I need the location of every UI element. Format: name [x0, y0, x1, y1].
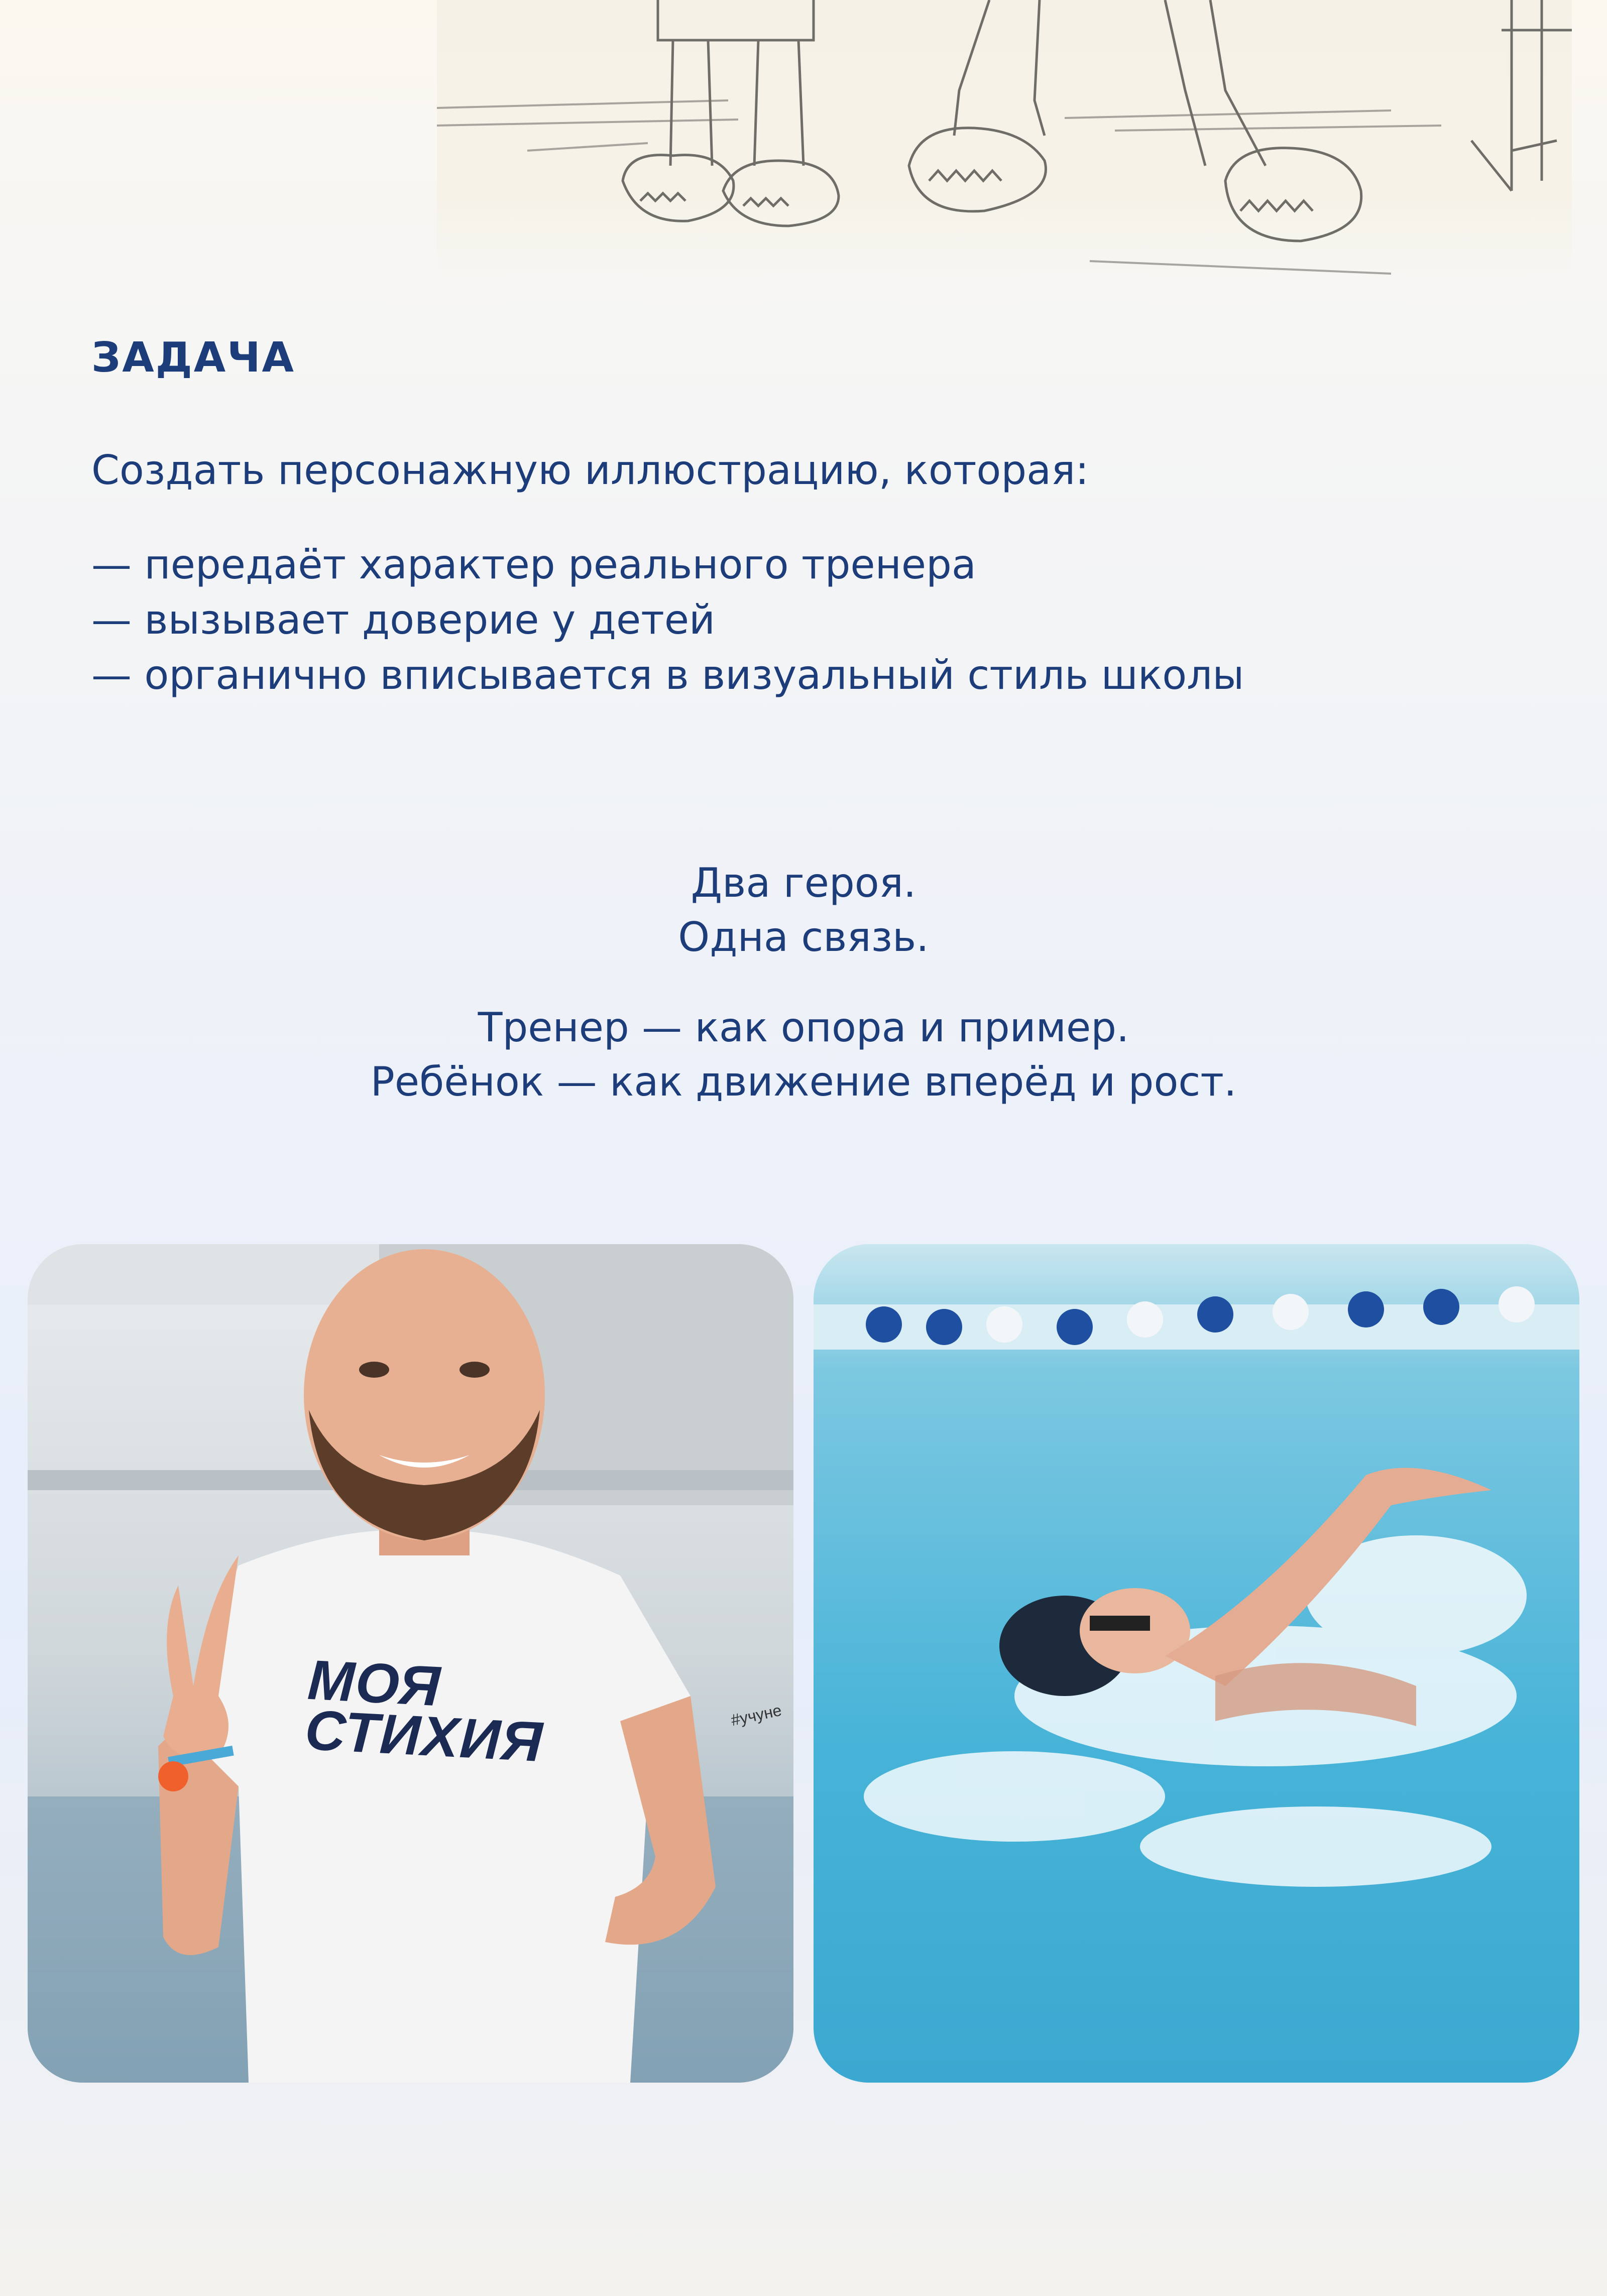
- list-item: — органично вписывается в визуальный стиль школы: [91, 652, 1244, 698]
- sketch-illustration: [437, 0, 1572, 281]
- concept-line: Два героя.: [691, 860, 916, 906]
- shirt-logo: МОЯ СТИХИЯ: [303, 1648, 545, 1774]
- swimmer-photo: [814, 1244, 1579, 2083]
- coach-photo: [28, 1244, 793, 2083]
- concept-line: Ребёнок — как движение вперёд и рост.: [370, 1058, 1237, 1105]
- concept-block-1: [0, 856, 1607, 964]
- task-bullet-list: [91, 537, 1244, 703]
- sleeve-tag: #учуне: [729, 1701, 783, 1730]
- concept-block-2: [0, 1001, 1607, 1109]
- concept-line: Тренер — как опора и пример.: [478, 1004, 1129, 1051]
- task-intro: Создать персонажную иллюстрацию, которая:: [91, 447, 1089, 494]
- task-heading: ЗАДАЧА: [91, 334, 295, 382]
- list-item: — вызывает доверие у детей: [91, 596, 716, 643]
- list-item: — передаёт характер реального тренера: [91, 541, 976, 588]
- concept-line: Одна связь.: [678, 914, 929, 960]
